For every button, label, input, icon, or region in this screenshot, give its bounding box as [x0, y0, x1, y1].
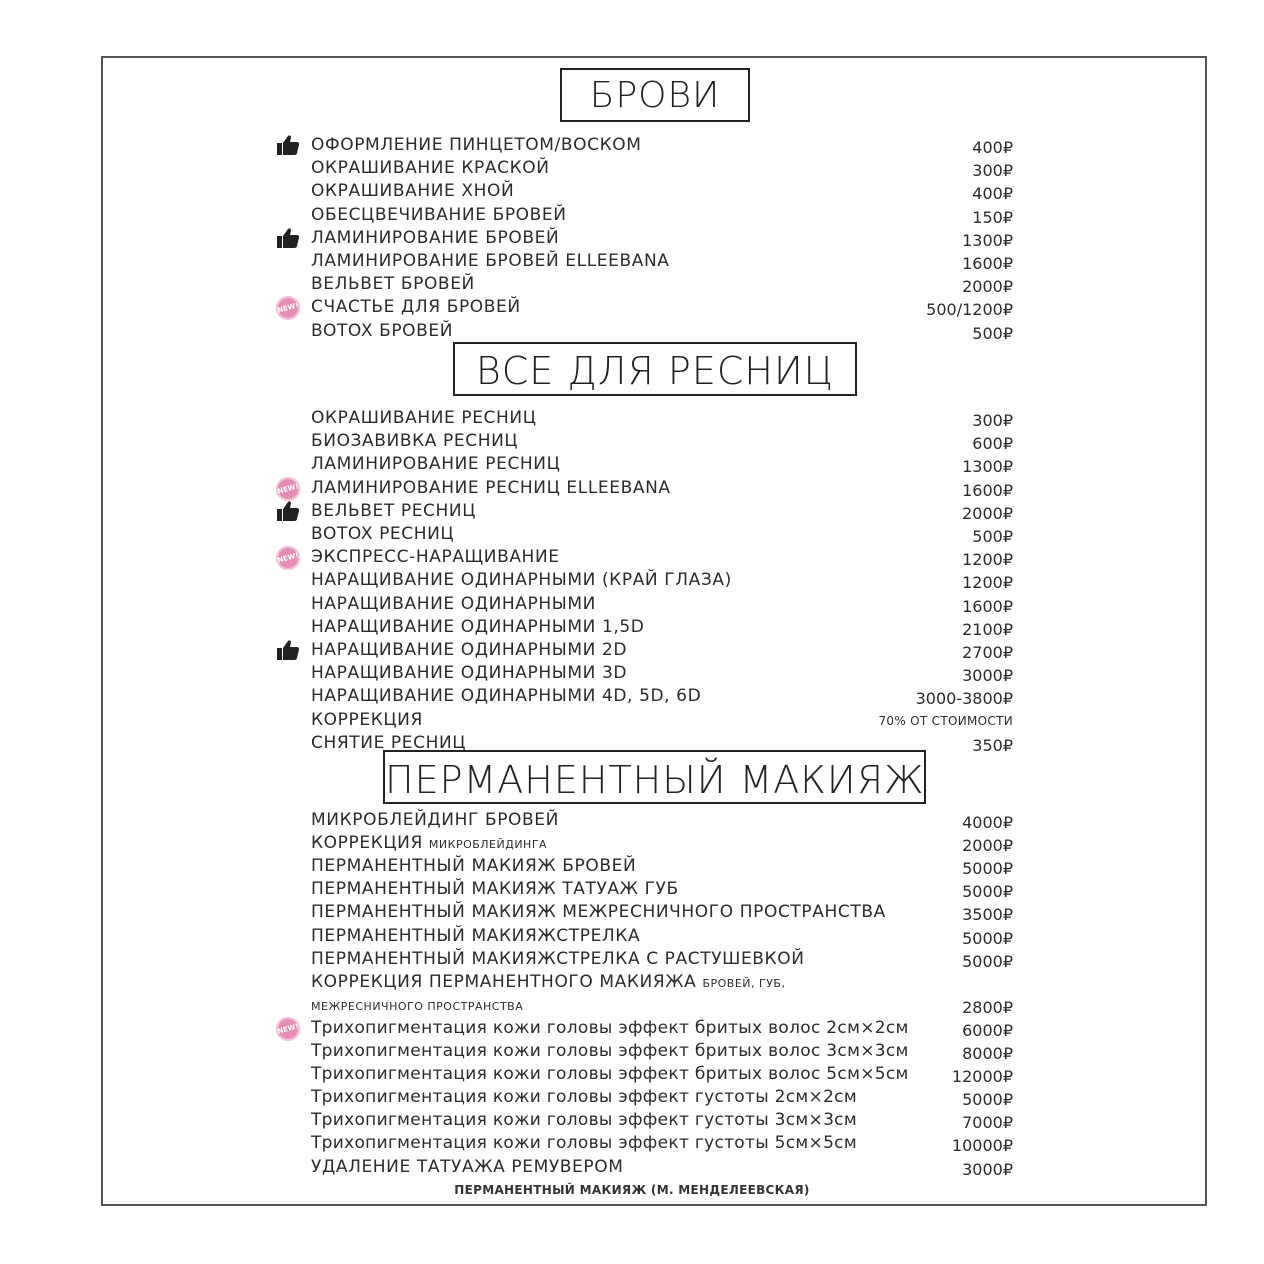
service-name-text: Трихопигментация кожи головы эффект густоты 3см×3см [311, 1110, 857, 1131]
service-price: 7000₽ [962, 1113, 1013, 1133]
service-name [311, 1157, 624, 1177]
service-price: 150₽ [972, 207, 1013, 227]
service-name [311, 926, 640, 946]
service-name-text: ВЕЛЬВЕТ БРОВЕЙ [311, 274, 475, 295]
price-row [0, 879, 1264, 902]
service-price: 500₽ [972, 323, 1013, 343]
service-name [311, 135, 642, 155]
service-name [311, 733, 466, 753]
service-name-text: ЛАМИНИРОВАНИЕ БРОВЕЙ [311, 227, 560, 248]
service-price: 300₽ [972, 411, 1013, 430]
service-price: 400₽ [972, 184, 1013, 204]
price-row [0, 833, 1264, 856]
service-name [311, 1087, 857, 1107]
price-row [0, 181, 1264, 204]
price-row [0, 640, 1264, 663]
price-row [0, 251, 1264, 274]
service-name [311, 686, 701, 706]
service-name-text: ЛАМИНИРОВАНИЕ РЕСНИЦ [311, 454, 561, 475]
price-row [0, 501, 1264, 524]
service-name-text: УДАЛЕНИЕ ТАТУАЖА РЕМУВЕРОМ [311, 1156, 624, 1177]
price-row [0, 297, 1264, 320]
service-price: 2000₽ [962, 836, 1013, 856]
section-title-permanent-makeup: ПЕРМАНЕНТНЫЙ МАКИЯЖ [383, 750, 926, 804]
price-row [0, 454, 1264, 477]
service-name-text: ПЕРМАНЕНТНЫЙ МАКИЯЖСТРЕЛКА [311, 925, 641, 946]
service-price: 5000₽ [962, 928, 1013, 948]
service-name-text: Трихопигментация кожи головы эффект густоты 2см×2см [311, 1087, 857, 1108]
service-price: 400₽ [972, 138, 1013, 157]
service-price: 1200₽ [962, 573, 1013, 593]
price-row [0, 321, 1264, 344]
price-row [0, 1133, 1264, 1156]
price-row [0, 135, 1264, 158]
price-row [0, 663, 1264, 686]
price-row [0, 995, 1264, 1018]
service-name [311, 274, 475, 294]
service-name [311, 640, 627, 660]
service-price: 3000₽ [962, 666, 1013, 686]
service-name [311, 158, 550, 178]
service-name-text: НАРАЩИВАНИЕ ОДИНАРНЫМИ 2D [311, 640, 628, 660]
price-row [0, 902, 1264, 925]
service-name [311, 594, 596, 614]
service-name-text: БИОЗАВИВКА РЕСНИЦ [311, 431, 519, 452]
service-price: 5000₽ [962, 1090, 1013, 1110]
new-badge-label: NEW! [273, 543, 302, 572]
price-row [0, 856, 1264, 879]
price-row [0, 1041, 1264, 1064]
new-badge-icon [276, 546, 302, 570]
price-row [0, 972, 1264, 995]
new-badge-label: NEW! [273, 294, 302, 323]
price-row [0, 570, 1264, 593]
service-name-text: ЛАМИНИРОВАНИЕ БРОВЕЙ ELLEEBANA [311, 251, 670, 271]
section-title-brows: БРОВИ [560, 68, 750, 122]
service-name [311, 431, 518, 451]
service-name-text: Трихопигментация кожи головы эффект густоты 5см×5см [311, 1133, 857, 1154]
price-row [0, 1087, 1264, 1110]
service-name-note: МИКРОБЛЕЙДИНГА [428, 838, 548, 852]
service-price: 5000₽ [962, 859, 1013, 879]
service-price: 500/1200₽ [926, 300, 1013, 320]
service-name-text: СНЯТИЕ РЕСНИЦ [311, 732, 467, 753]
service-name-note: МЕЖРЕСНИЧНОГО ПРОСТРАНСТВА [311, 999, 524, 1013]
service-name-text: НАРАЩИВАНИЕ ОДИНАРНЫМИ 4D, 5D, 6D [311, 686, 702, 707]
service-price: 3000-3800₽ [915, 689, 1013, 709]
service-price: 1200₽ [962, 550, 1013, 570]
thumbs-up-icon [276, 134, 302, 158]
service-price: 5000₽ [962, 882, 1013, 902]
price-row [0, 478, 1264, 501]
service-name [311, 902, 886, 922]
price-row [0, 431, 1264, 454]
service-price: 3500₽ [962, 905, 1013, 925]
service-price: 70% ОТ СТОИМОСТИ [878, 713, 1013, 728]
service-name-text: ПЕРМАНЕНТНЫЙ МАКИЯЖСТРЕЛКА С РАСТУШЕВКОЙ [311, 948, 805, 969]
service-name-text: ОФОРМЛЕНИЕ ПИНЦЕТОМ/ВОСКОМ [311, 135, 642, 155]
service-name-text: ОКРАШИВАНИЕ ХНОЙ [311, 181, 515, 202]
service-price: 2700₽ [962, 643, 1013, 662]
service-name [311, 617, 644, 637]
service-price: 600₽ [972, 434, 1013, 454]
price-row [0, 228, 1264, 251]
thumbs-up-icon [276, 639, 302, 663]
service-name-text: BOTOX РЕСНИЦ [311, 524, 455, 544]
service-price: 350₽ [972, 735, 1013, 755]
service-name [311, 321, 453, 341]
new-badge-icon [276, 477, 302, 501]
thumbs-up-icon [276, 227, 302, 251]
service-name-text: ВЕЛЬВЕТ РЕСНИЦ [311, 500, 477, 521]
service-name-text: ПЕРМАНЕНТНЫЙ МАКИЯЖ ТАТУАЖ ГУБ [311, 879, 679, 900]
service-name [311, 524, 454, 544]
service-name-text: BOTOX БРОВЕЙ [311, 320, 454, 341]
service-name [311, 663, 627, 683]
price-row [0, 1110, 1264, 1133]
price-row [0, 1064, 1264, 1087]
service-name-text: ОКРАШИВАНИЕ КРАСКОЙ [311, 158, 550, 179]
service-name [311, 478, 671, 498]
thumbs-up-icon [276, 500, 302, 524]
service-name [311, 879, 679, 899]
service-name [311, 408, 537, 428]
new-badge-label: NEW! [273, 1014, 302, 1043]
service-name [311, 454, 560, 474]
service-name [311, 1133, 857, 1153]
service-price: 1600₽ [962, 480, 1013, 500]
section-title-lashes: ВСЕ ДЛЯ РЕСНИЦ [453, 342, 857, 396]
service-name [311, 181, 514, 201]
service-name [311, 1110, 857, 1130]
service-name-text: НАРАЩИВАНИЕ ОДИНАРНЫМИ (КРАЙ ГЛАЗА) [311, 570, 732, 591]
service-price: 6000₽ [962, 1020, 1013, 1040]
service-name [311, 710, 423, 730]
service-name [311, 297, 521, 317]
service-name-text: ЛАМИНИРОВАНИЕ РЕСНИЦ ELLEEBANA [311, 477, 671, 498]
price-row [0, 547, 1264, 570]
new-badge-icon [276, 296, 302, 320]
service-name-text: НАРАЩИВАНИЕ ОДИНАРНЫМИ [311, 593, 596, 614]
price-row [0, 617, 1264, 640]
price-row [0, 158, 1264, 181]
service-name-text: ПЕРМАНЕНТНЫЙ МАКИЯЖ БРОВЕЙ [311, 856, 637, 877]
service-name-text: СЧАСТЬЕ ДЛЯ БРОВЕЙ [311, 297, 521, 318]
service-price: 4000₽ [962, 813, 1013, 832]
service-price: 2800₽ [962, 997, 1013, 1017]
new-badge-label: NEW! [273, 474, 302, 503]
service-price: 10000₽ [951, 1136, 1013, 1156]
service-name [311, 228, 559, 248]
service-price: 2000₽ [962, 503, 1013, 523]
price-row [0, 733, 1264, 756]
service-name-text: КОРРЕКЦИЯ [311, 709, 423, 730]
service-name [311, 972, 785, 994]
service-name-text: ЭКСПРЕСС-НАРАЩИВАНИЕ [311, 547, 560, 568]
service-name [311, 1041, 909, 1061]
new-badge-icon [276, 1017, 302, 1041]
service-name [311, 810, 559, 830]
price-row [0, 205, 1264, 228]
service-name [311, 995, 523, 1017]
service-name-text: КОРРЕКЦИЯ [311, 833, 423, 854]
service-name-text: КОРРЕКЦИЯ ПЕРМАНЕНТНОГО МАКИЯЖА [311, 971, 697, 992]
service-name [311, 205, 567, 225]
footer-location-note: ПЕРМАНЕНТНЫЙ МАКИЯЖ (М. МЕНДЕЛЕЕВСКАЯ) [454, 1183, 810, 1197]
service-price: 1300₽ [962, 230, 1013, 250]
service-name-text: Трихопигментация кожи головы эффект бритых волос 3см×3см [311, 1041, 909, 1061]
service-name [311, 570, 732, 590]
service-name-text: НАРАЩИВАНИЕ ОДИНАРНЫМИ 1,5D [311, 616, 645, 637]
service-name-text: ОБЕСЦВЕЧИВАНИЕ БРОВЕЙ [311, 204, 567, 225]
service-price: 2000₽ [962, 277, 1013, 297]
service-price: 8000₽ [962, 1044, 1013, 1063]
service-price: 5000₽ [962, 951, 1013, 971]
service-price: 1600₽ [962, 254, 1013, 273]
service-name [311, 501, 476, 521]
price-row [0, 524, 1264, 547]
price-row [0, 949, 1264, 972]
service-name-text: Трихопигментация кожи головы эффект бритых волос 5см×5см [311, 1064, 909, 1085]
service-price: 1600₽ [962, 596, 1013, 616]
service-price: 2100₽ [962, 619, 1013, 639]
service-name [311, 547, 560, 567]
service-price: 500₽ [972, 527, 1013, 546]
service-price: 1300₽ [962, 457, 1013, 477]
service-name [311, 949, 805, 969]
price-row [0, 274, 1264, 297]
price-row [0, 1018, 1264, 1041]
service-name [311, 856, 636, 876]
price-row [0, 594, 1264, 617]
price-row [0, 810, 1264, 833]
service-name [311, 251, 670, 271]
service-name [311, 1064, 909, 1084]
price-row [0, 686, 1264, 709]
service-name [311, 1018, 909, 1038]
price-row [0, 1157, 1264, 1180]
service-name-note: БРОВЕЙ, ГУБ, [702, 976, 786, 990]
service-price: 3000₽ [962, 1159, 1013, 1179]
service-name-text: ОКРАШИВАНИЕ РЕСНИЦ [311, 408, 537, 428]
service-name-text: МИКРОБЛЕЙДИНГ БРОВЕЙ [311, 810, 559, 830]
price-row [0, 710, 1264, 733]
service-name-text: Трихопигментация кожи головы эффект бритых волос 2см×2см [311, 1017, 909, 1038]
service-price: 300₽ [972, 161, 1013, 181]
price-row [0, 926, 1264, 949]
service-name [311, 833, 547, 855]
service-name-text: НАРАЩИВАНИЕ ОДИНАРНЫМИ 3D [311, 663, 628, 684]
price-row [0, 408, 1264, 431]
service-price: 12000₽ [951, 1067, 1013, 1087]
service-name-text: ПЕРМАНЕНТНЫЙ МАКИЯЖ МЕЖРЕСНИЧНОГО ПРОСТРАНСТВА [311, 902, 886, 923]
